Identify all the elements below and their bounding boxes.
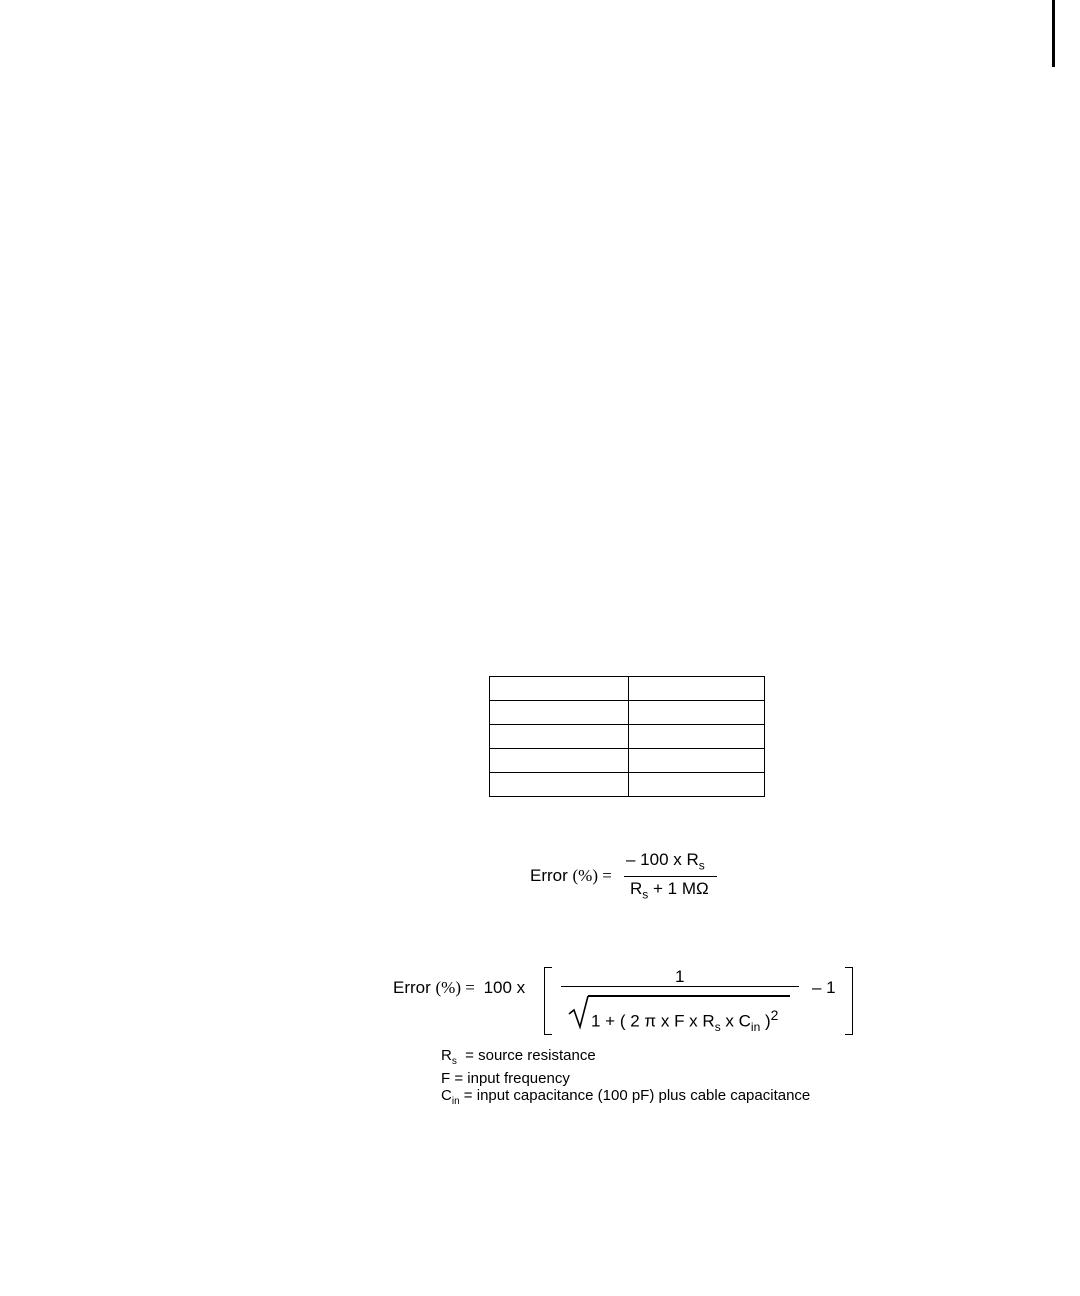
header-rule: [1052, 0, 1055, 67]
formula2-radicand: 1 + ( 2 π x F x $R_s$ x $C_{in}$ )$^2$: [591, 1007, 779, 1035]
legend-item: $C_{in}$ = input capacitance (100 pF) plus cable capacitance: [441, 1087, 811, 1107]
legend-item: F = input frequency: [441, 1070, 570, 1087]
square-root-icon: [568, 994, 590, 1030]
formula2-numerator: 1: [675, 967, 685, 986]
formula1-numerator: – 100 x $R_s$: [626, 850, 705, 873]
fraction-bar: [624, 876, 717, 877]
formula2-lhs: Error (%) = 100 x: [393, 978, 526, 997]
table-row: [490, 701, 765, 725]
legend-item: $R_s$ = source resistance: [441, 1047, 596, 1067]
right-bracket: [845, 967, 853, 1035]
empty-table: [489, 676, 765, 797]
fraction-bar: [561, 986, 799, 987]
formula1-lhs: Error (%) =: [530, 866, 612, 885]
formula1-denominator: $R_s + 1$ MΩ: [630, 879, 709, 902]
table-row: [490, 725, 765, 749]
left-bracket: [544, 967, 552, 1035]
formula2-minus-one: – 1: [812, 978, 836, 997]
table-row: [490, 773, 765, 797]
table-row: [490, 677, 765, 701]
table-row: [490, 749, 765, 773]
variable-legend: [441, 1047, 810, 1110]
radical-bar: [588, 995, 790, 997]
